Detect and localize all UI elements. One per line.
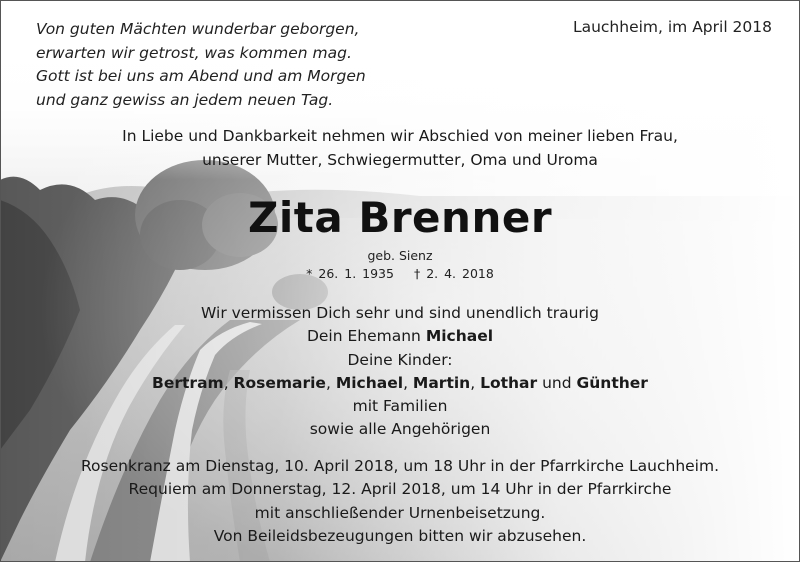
burial-line: mit anschließender Urnenbeisetzung. <box>254 503 546 522</box>
services-block <box>0 455 800 548</box>
maiden-name: geb. Sienz <box>367 248 433 263</box>
intro-text <box>0 124 800 172</box>
life-dates <box>0 266 800 281</box>
mourners-intro: Wir vermissen Dich sehr und sind unendlich traurig <box>201 304 599 322</box>
child-name: Günther <box>576 373 648 392</box>
poem <box>36 18 366 112</box>
child-name: Martin <box>412 373 471 392</box>
husband-prefix: Dein Ehemann <box>306 327 421 346</box>
children-label: Deine Kinder: <box>347 350 453 369</box>
poem-line: erwarten wir getrost, was kommen mag. <box>36 43 352 62</box>
mourners-block <box>0 302 800 442</box>
condolence-line: Von Beileidsbezeugungen bitten wir abzusehen. <box>213 526 587 545</box>
relatives-line: sowie alle Angehörigen <box>309 420 491 439</box>
families-line: mit Familien <box>352 397 448 416</box>
child-name: Lothar <box>480 373 538 392</box>
death-date: 2. 4. 2018 <box>426 266 494 281</box>
deceased-name: Zita Brenner <box>247 193 553 242</box>
children-line: Bertram, Rosemarie, Michael, Martin, Lothar und Günther <box>152 373 648 392</box>
poem-line: Von guten Mächten wunderbar geborgen, <box>36 20 360 38</box>
husband-line <box>0 325 800 348</box>
poem-line: Gott ist bei uns am Abend und am Morgen <box>36 67 366 85</box>
child-name: Bertram <box>152 373 224 392</box>
intro-line-1: In Liebe und Dankbarkeit nehmen wir Abschied von meiner lieben Frau, <box>122 127 678 145</box>
birth-date: 26. 1. 1935 <box>318 266 394 281</box>
death-cross-icon: † <box>413 266 421 281</box>
child-name: Michael <box>335 373 404 392</box>
poem-line: und ganz gewiss an jedem neuen Tag. <box>36 90 334 109</box>
intro-line-2: unserer Mutter, Schwiegermutter, Oma und Uroma <box>202 151 598 169</box>
rosary-line: Rosenkranz am Dienstag, 10. April 2018, um 18 Uhr in der Pfarrkirche Lauchheim. <box>80 457 720 475</box>
child-name: Rosemarie <box>233 373 326 392</box>
birth-star-icon: * <box>306 266 313 281</box>
children-joiner: und <box>542 373 572 392</box>
husband-name: Michael <box>425 327 494 346</box>
place-and-date: Lauchheim, im April 2018 <box>572 18 772 36</box>
requiem-line: Requiem am Donnerstag, 12. April 2018, um 14 Uhr in der Pfarrkirche <box>128 480 672 499</box>
